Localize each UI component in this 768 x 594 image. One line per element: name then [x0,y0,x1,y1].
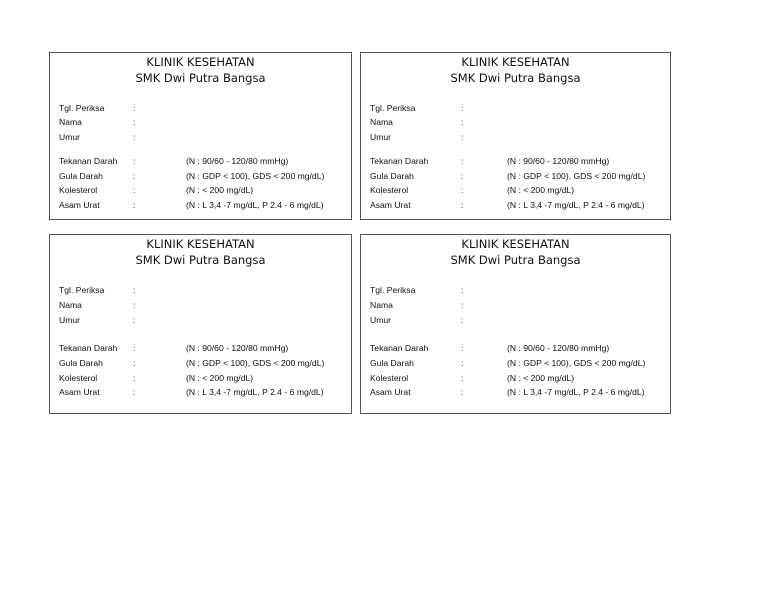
test-row-tekanan-darah [59,154,347,168]
field-colon: : [133,117,136,127]
field-colon: : [461,285,464,295]
card-title [50,54,351,86]
field-row-nama [59,298,347,312]
test-label: Gula Darah [370,171,414,181]
field-label: Nama [59,300,82,310]
field-label: Umur [370,315,392,325]
test-colon: : [461,171,464,181]
test-label: Tekanan Darah [370,156,429,166]
field-label: Umur [370,132,392,142]
test-colon: : [133,156,136,166]
test-reference: (N : < 200 mg/dL) [186,185,254,195]
school-name: SMK Dwi Putra Bangsa [450,71,581,85]
test-reference: (N : L 3,4 -7 mg/dL, P 2.4 - 6 mg/dL) [186,200,324,210]
field-colon: : [461,300,464,310]
test-row-tekanan-darah [59,341,347,355]
test-reference: (N : < 200 mg/dL) [186,373,254,383]
test-colon: : [461,185,464,195]
field-label: Nama [370,300,393,310]
field-row-umur [59,313,347,327]
test-colon: : [133,200,136,210]
test-row-kolesterol [59,371,347,385]
test-reference: (N : 90/60 - 120/80 mmHg) [186,343,289,353]
test-row-kolesterol [370,371,666,385]
test-colon: : [461,387,464,397]
test-label: Gula Darah [59,358,103,368]
test-label: Kolesterol [59,373,98,383]
test-reference: (N : GDP < 100), GDS < 200 mg/dL) [186,358,325,368]
field-colon: : [461,103,464,113]
test-row-kolesterol [370,183,666,197]
field-colon: : [133,285,136,295]
school-name: SMK Dwi Putra Bangsa [135,253,266,267]
test-reference: (N : GDP < 100), GDS < 200 mg/dL) [186,171,325,181]
test-label: Kolesterol [370,373,409,383]
test-row-gula-darah [59,169,347,183]
test-reference: (N : GDP < 100), GDS < 200 mg/dL) [507,358,646,368]
test-reference: (N : 90/60 - 120/80 mmHg) [507,156,610,166]
field-colon: : [133,315,136,325]
test-colon: : [461,358,464,368]
field-label: Tgl. Periksa [59,103,105,113]
test-label: Asam Urat [59,200,100,210]
clinic-card [49,234,352,414]
test-reference: (N : < 200 mg/dL) [507,185,575,195]
test-row-gula-darah [59,356,347,370]
clinic-name: KLINIK KESEHATAN [146,237,255,251]
test-colon: : [133,358,136,368]
field-label: Umur [59,132,81,142]
field-colon: : [133,132,136,142]
test-colon: : [133,373,136,383]
field-row-nama [59,115,347,129]
clinic-name: KLINIK KESEHATAN [461,55,570,69]
test-row-asam-urat [59,198,347,212]
test-label: Asam Urat [370,387,411,397]
field-label: Tgl. Periksa [370,285,416,295]
test-label: Asam Urat [59,387,100,397]
field-colon: : [461,117,464,127]
test-label: Asam Urat [370,200,411,210]
field-label: Umur [59,315,81,325]
test-row-gula-darah [370,356,666,370]
field-row-umur [370,313,666,327]
field-row-nama [370,115,666,129]
test-reference: (N : 90/60 - 120/80 mmHg) [186,156,289,166]
test-row-gula-darah [370,169,666,183]
field-label: Tgl. Periksa [59,285,105,295]
test-row-asam-urat [59,385,347,399]
test-row-asam-urat [370,198,666,212]
test-label: Tekanan Darah [370,343,429,353]
field-label: Nama [370,117,393,127]
test-row-tekanan-darah [370,154,666,168]
test-colon: : [133,343,136,353]
field-row-umur [59,130,347,144]
test-colon: : [133,387,136,397]
test-reference: (N : < 200 mg/dL) [507,373,575,383]
test-colon: : [133,185,136,195]
school-name: SMK Dwi Putra Bangsa [450,253,581,267]
field-row-umur [370,130,666,144]
card-title [361,236,670,268]
test-reference: (N : 90/60 - 120/80 mmHg) [507,343,610,353]
field-row-nama [370,298,666,312]
test-reference: (N : L 3,4 -7 mg/dL, P 2.4 - 6 mg/dL) [507,387,645,397]
field-colon: : [133,103,136,113]
test-colon: : [461,343,464,353]
clinic-card [49,52,352,220]
card-title [50,236,351,268]
clinic-card [360,52,671,220]
test-label: Kolesterol [370,185,409,195]
field-row-tgl-periksa [59,101,347,115]
field-label: Nama [59,117,82,127]
field-colon: : [461,132,464,142]
card-title [361,54,670,86]
field-row-tgl-periksa [370,283,666,297]
field-label: Tgl. Periksa [370,103,416,113]
test-row-asam-urat [370,385,666,399]
test-reference: (N : L 3,4 -7 mg/dL, P 2.4 - 6 mg/dL) [186,387,324,397]
test-colon: : [461,156,464,166]
test-reference: (N : L 3,4 -7 mg/dL, P 2.4 - 6 mg/dL) [507,200,645,210]
test-label: Tekanan Darah [59,343,118,353]
clinic-name: KLINIK KESEHATAN [461,237,570,251]
field-colon: : [133,300,136,310]
test-row-kolesterol [59,183,347,197]
clinic-card [360,234,671,414]
test-label: Kolesterol [59,185,98,195]
test-label: Gula Darah [59,171,103,181]
test-reference: (N : GDP < 100), GDS < 200 mg/dL) [507,171,646,181]
field-row-tgl-periksa [370,101,666,115]
test-colon: : [461,200,464,210]
test-label: Gula Darah [370,358,414,368]
test-colon: : [461,373,464,383]
school-name: SMK Dwi Putra Bangsa [135,71,266,85]
test-label: Tekanan Darah [59,156,118,166]
field-colon: : [461,315,464,325]
test-row-tekanan-darah [370,341,666,355]
clinic-name: KLINIK KESEHATAN [146,55,255,69]
test-colon: : [133,171,136,181]
field-row-tgl-periksa [59,283,347,297]
